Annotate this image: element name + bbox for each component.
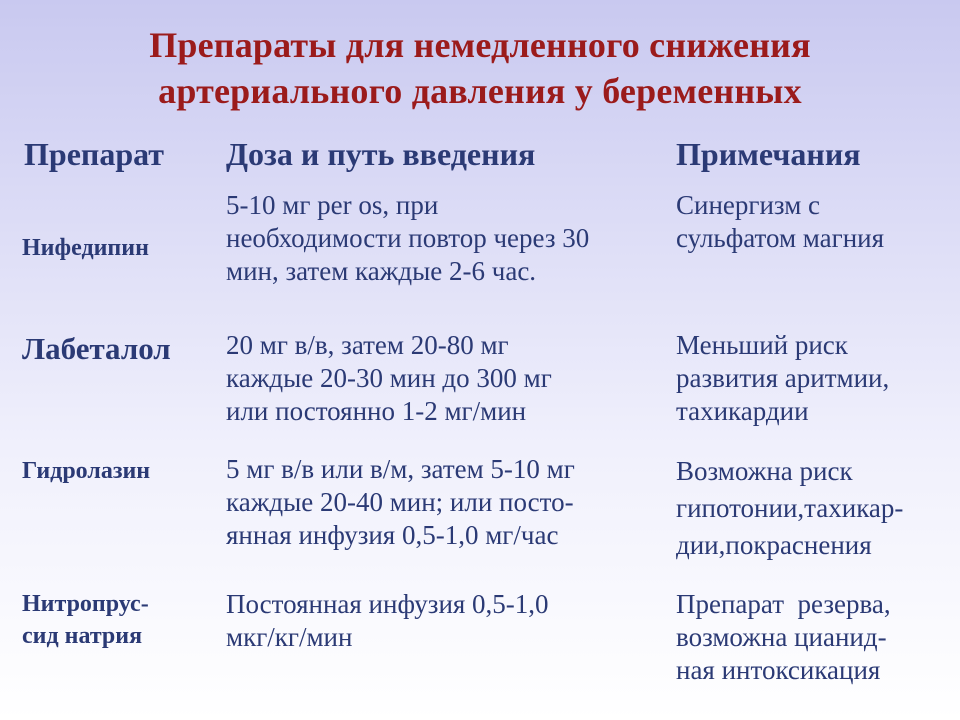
header-drug: Препарат bbox=[24, 136, 165, 172]
dose-nifedipine: 5-10 мг per os, при необходимости повтор через 30 мин, затем каждые 2-6 час. bbox=[226, 190, 590, 286]
title-line-2: артериального давления у беременных bbox=[158, 71, 802, 111]
drug-name-hydralazine: Гидролазин bbox=[22, 458, 151, 484]
dose-hydralazine: 5 мг в/в или в/м, затем 5-10 мг каждые 20-40 мин; или посто- янная инфузия 0,5-1,0 мг/час bbox=[226, 454, 575, 550]
note-nitroprusside: Препарат резерва, возможна цианид- ная интоксикация bbox=[676, 589, 891, 685]
note-hydralazine: Возможна риск гипотонии,тахикар- дии,покраснения bbox=[676, 456, 904, 560]
header-dose: Доза и путь введения bbox=[226, 136, 536, 172]
note-nifedipine: Синергизм с сульфатом магния bbox=[676, 190, 885, 253]
drug-name-nitroprusside: Нитропрус- сид натрия bbox=[22, 591, 149, 649]
dose-nitroprusside: Постоянная инфузия 0,5-1,0 мкг/кг/мин bbox=[226, 589, 549, 652]
title-line-1: Препараты для немедленного снижения bbox=[149, 25, 811, 65]
dose-labetalol: 20 мг в/в, затем 20-80 мг каждые 20-30 мин до 300 мг или постоянно 1-2 мг/мин bbox=[226, 330, 552, 426]
header-notes: Примечания bbox=[676, 136, 861, 172]
drug-name-labetalol: Лабеталол bbox=[22, 331, 171, 366]
drug-name-nifedipine: Нифедипин bbox=[22, 235, 149, 261]
slide-title bbox=[0, 22, 960, 114]
note-labetalol: Меньший риск развития аритмии, тахикардии bbox=[676, 330, 890, 426]
